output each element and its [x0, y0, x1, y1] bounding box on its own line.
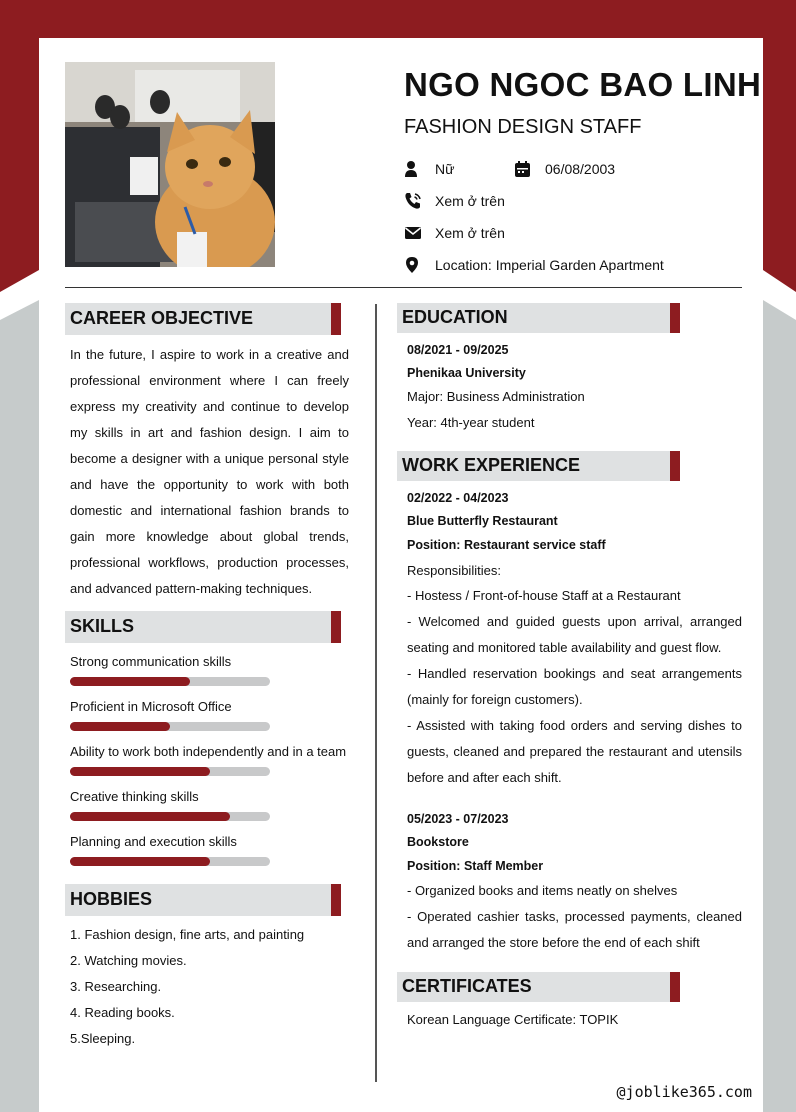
skill-fill: [70, 857, 210, 866]
education-title: EDUCATION: [402, 307, 508, 327]
phone-value: Xem ở trên: [435, 193, 505, 209]
career-objective-header: [65, 303, 341, 335]
map-pin-icon: [404, 256, 422, 274]
skill-fill: [70, 767, 210, 776]
skill-track: [70, 722, 270, 731]
job-period: 02/2022 - 04/2023: [407, 491, 509, 505]
certificates-title: CERTIFICATES: [402, 976, 532, 996]
phone-row: [404, 192, 505, 210]
accent-bar: [670, 972, 680, 1002]
skill-track: [70, 812, 270, 821]
location-row: [404, 256, 664, 274]
envelope-icon: [404, 224, 422, 242]
candidate-title: FASHION DESIGN STAFF: [404, 116, 642, 138]
hobby-item: 4. Reading books.: [70, 1005, 175, 1020]
skill-fill: [70, 677, 190, 686]
hobby-item: 3. Researching.: [70, 979, 162, 994]
skill-track: [70, 767, 270, 776]
job-position: Position: Restaurant service staff: [407, 538, 606, 552]
job-duty: - Handled reservation bookings and seat arrangements (mainly for foreign customers).: [407, 666, 742, 707]
person-icon: [404, 160, 422, 178]
job-position: Position: Staff Member: [407, 859, 544, 873]
skill-label: Ability to work both independently and in a team: [70, 744, 347, 759]
column-divider: [375, 304, 377, 1082]
career-objective-text: In the future, I aspire to work in a creative and professional environment where I can freely express my creativity and continue to develop my skills in art and fashion design. I aim to become a designer with a unique personal style and have the opportunity to work with both domestic and international fashion brands to gain more knowledge about global trends, professional workflows, production processes, and advanced pattern-making techniques.: [70, 347, 349, 596]
education-header: [397, 303, 680, 333]
gender-row: [404, 160, 454, 178]
job-company: Blue Butterfly Restaurant: [407, 514, 558, 528]
calendar-icon: [514, 160, 532, 178]
watermark: @joblike365.com: [616, 1083, 752, 1101]
skill-fill: [70, 722, 170, 731]
career-objective-title: CAREER OBJECTIVE: [70, 308, 254, 328]
email-row: [404, 224, 505, 242]
certificates-header: [397, 972, 680, 1002]
hobbies-title: HOBBIES: [70, 889, 153, 909]
job-duty: - Operated cashier tasks, processed payments, cleaned and arranged the store before the end of each shift: [407, 909, 742, 950]
job-period: 05/2023 - 07/2023: [407, 812, 509, 826]
accent-bar: [331, 611, 341, 643]
job-company: Bookstore: [407, 835, 469, 849]
location-value: Location: Imperial Garden Apartment: [435, 257, 664, 273]
skills-title: SKILLS: [70, 616, 135, 636]
education-school: Phenikaa University: [407, 366, 526, 380]
gender-value: Nữ: [435, 161, 455, 177]
hobby-item: 2. Watching movies.: [70, 953, 187, 968]
accent-bar: [331, 303, 341, 335]
hobby-item: 5.Sleeping.: [70, 1031, 136, 1046]
header-divider: [65, 287, 742, 288]
education-year: Year: 4th-year student: [407, 415, 535, 430]
job-responsibilities-label: Responsibilities:: [407, 563, 501, 578]
accent-bar: [670, 451, 680, 481]
work-experience-header: [397, 451, 680, 481]
candidate-name: NGO NGOC BAO LINH: [404, 66, 762, 103]
skill-label: Planning and execution skills: [70, 834, 237, 849]
skill-label: Proficient in Microsoft Office: [70, 699, 232, 714]
skill-label: Creative thinking skills: [70, 789, 199, 804]
job-duty: - Assisted with taking food orders and serving dishes to guests, cleaned and prepared the restaurant and utensils before and after each shift.: [407, 718, 742, 785]
profile-photo: [65, 62, 275, 267]
certificate-item: Korean Language Certificate: TOPIK: [407, 1012, 619, 1027]
skill-label: Strong communication skills: [70, 654, 232, 669]
birthdate-value: 06/08/2003: [545, 161, 616, 177]
accent-bar: [331, 884, 341, 916]
birthdate-row: [514, 160, 615, 178]
education-major: Major: Business Administration: [407, 389, 585, 404]
job-duty: - Organized books and items neatly on shelves: [407, 883, 678, 898]
job-duty: - Hostess / Front-of-house Staff at a Restaurant: [407, 588, 681, 603]
job-duty: - Welcomed and guided guests upon arrival, arranged seating and monitored table availability and guest flow.: [407, 614, 742, 655]
email-value: Xem ở trên: [435, 225, 505, 241]
phone-icon: [404, 192, 422, 210]
skills-header: [65, 611, 341, 643]
skill-fill: [70, 812, 230, 821]
skill-track: [70, 857, 270, 866]
hobbies-header: [65, 884, 341, 916]
education-period: 08/2021 - 09/2025: [407, 343, 509, 357]
work-experience-title: WORK EXPERIENCE: [402, 455, 581, 475]
accent-bar: [670, 303, 680, 333]
hobby-item: 1. Fashion design, fine arts, and painting: [70, 927, 305, 942]
skill-track: [70, 677, 270, 686]
